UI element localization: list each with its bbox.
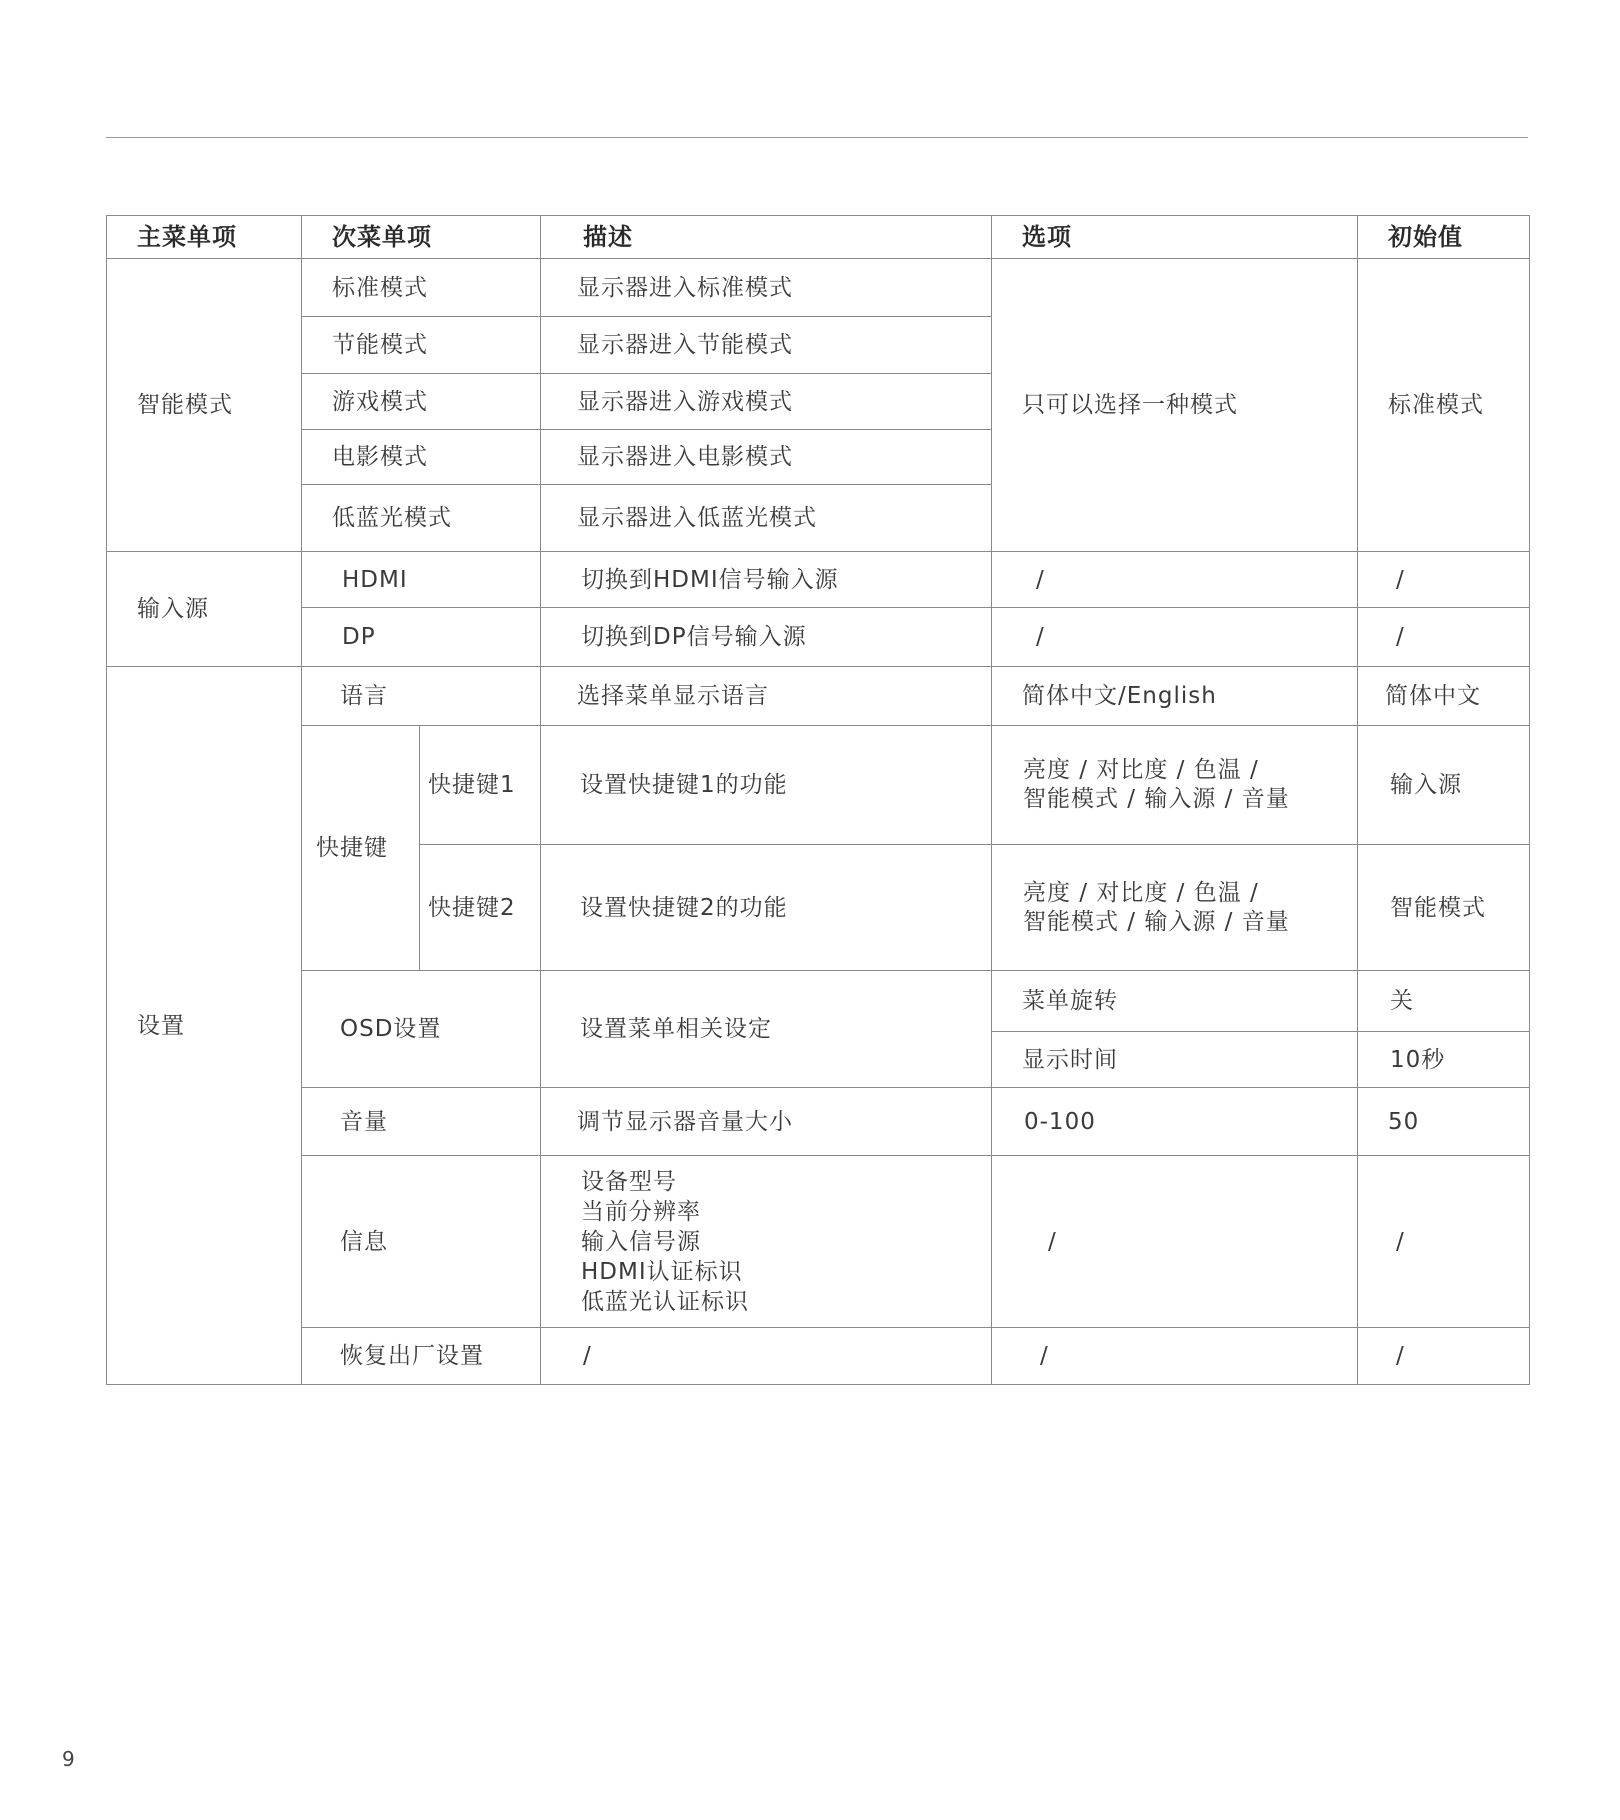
description: 显示器进入游戏模式	[541, 374, 992, 430]
options	[992, 845, 1358, 971]
header-sub-menu: 次菜单项	[302, 216, 541, 259]
description: 设置快捷键2的功能	[541, 845, 992, 971]
options: /	[992, 1328, 1358, 1385]
options: /	[992, 1156, 1358, 1328]
main-item-settings: 设置	[107, 667, 302, 1385]
default: 50	[1358, 1088, 1530, 1156]
table-row	[107, 726, 1530, 845]
options: 显示时间	[992, 1032, 1358, 1088]
description: 切换到HDMI信号输入源	[541, 552, 992, 608]
description: 显示器进入标准模式	[541, 259, 992, 317]
default: 输入源	[1358, 726, 1530, 845]
sub2-item: 快捷键1	[420, 726, 541, 845]
default: /	[1358, 608, 1530, 667]
sub-item-language: 语言	[302, 667, 541, 726]
options-line: 智能模式 / 输入源 / 音量	[1023, 908, 1290, 935]
description-line: 当前分辨率	[581, 1198, 701, 1225]
top-rule	[106, 137, 1528, 138]
description: 显示器进入电影模式	[541, 430, 992, 485]
default: 10秒	[1358, 1032, 1530, 1088]
options: 简体中文/English	[992, 667, 1358, 726]
page-number: 9	[62, 1747, 75, 1771]
default: /	[1358, 1328, 1530, 1385]
sub-item: 电影模式	[302, 430, 541, 485]
options: 0-100	[992, 1088, 1358, 1156]
main-item-input-source: 输入源	[107, 552, 302, 667]
header-main-menu: 主菜单项	[107, 216, 302, 259]
options-line: 亮度 / 对比度 / 色温 /	[1023, 757, 1259, 783]
sub-item-info: 信息	[302, 1156, 541, 1328]
sub-item: 低蓝光模式	[302, 485, 541, 552]
osd-menu-table	[106, 215, 1530, 1385]
options: 菜单旋转	[992, 971, 1358, 1032]
header-options: 选项	[992, 216, 1358, 259]
options: /	[992, 608, 1358, 667]
options: /	[992, 552, 1358, 608]
table-row	[107, 552, 1530, 608]
table-row	[107, 667, 1530, 726]
header-default: 初始值	[1358, 216, 1530, 259]
default: /	[1358, 1156, 1530, 1328]
sub-item: HDMI	[302, 552, 541, 608]
description: 切换到DP信号输入源	[541, 608, 992, 667]
sub-item: 节能模式	[302, 317, 541, 374]
sub-item: DP	[302, 608, 541, 667]
description: /	[541, 1328, 992, 1385]
default: 简体中文	[1358, 667, 1530, 726]
default-smart-mode: 标准模式	[1358, 259, 1530, 552]
description-line: 输入信号源	[581, 1228, 701, 1255]
default: 智能模式	[1358, 845, 1530, 971]
main-item-smart-mode: 智能模式	[107, 259, 302, 552]
table-row	[107, 1156, 1530, 1328]
header-description: 描述	[541, 216, 992, 259]
options	[992, 726, 1358, 845]
table-row	[107, 1088, 1530, 1156]
description: 调节显示器音量大小	[541, 1088, 992, 1156]
table-row	[107, 259, 1530, 317]
options-line: 智能模式 / 输入源 / 音量	[1023, 786, 1290, 812]
description-line: 设备型号	[581, 1168, 677, 1195]
table-row	[107, 1328, 1530, 1385]
description-line: 低蓝光认证标识	[581, 1288, 749, 1315]
description	[541, 1156, 992, 1328]
table-row	[107, 971, 1530, 1032]
default: 关	[1358, 971, 1530, 1032]
sub2-item: 快捷键2	[420, 845, 541, 971]
sub-item: 游戏模式	[302, 374, 541, 430]
sub-item-hotkey: 快捷键	[302, 726, 420, 971]
description: 选择菜单显示语言	[541, 667, 992, 726]
description: 设置快捷键1的功能	[541, 726, 992, 845]
sub-item-osd: OSD设置	[302, 971, 541, 1088]
sub-item: 标准模式	[302, 259, 541, 317]
default: /	[1358, 552, 1530, 608]
description-line: HDMI认证标识	[581, 1258, 743, 1285]
description: 显示器进入节能模式	[541, 317, 992, 374]
description: 设置菜单相关设定	[541, 971, 992, 1088]
sub-item-volume: 音量	[302, 1088, 541, 1156]
table-row	[107, 608, 1530, 667]
options-line: 亮度 / 对比度 / 色温 /	[1023, 879, 1259, 906]
description: 显示器进入低蓝光模式	[541, 485, 992, 552]
sub-item-factory-reset: 恢复出厂设置	[302, 1328, 541, 1385]
options-smart-mode: 只可以选择一种模式	[992, 259, 1358, 552]
table-header-row	[107, 216, 1530, 259]
